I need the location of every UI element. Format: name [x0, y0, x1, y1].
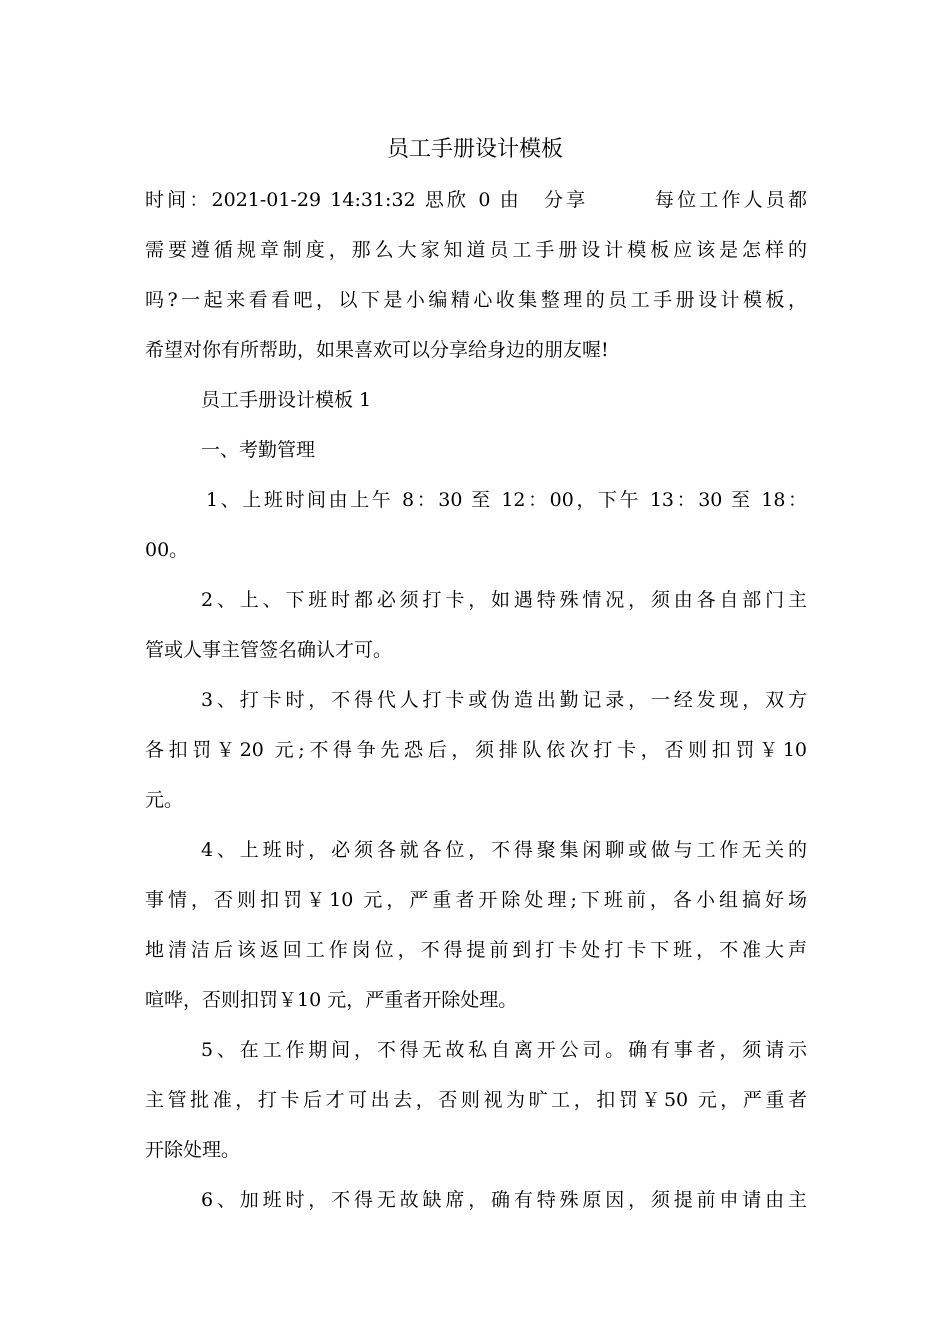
body-line: 1、上班时间由上午 8：30 至 12：00，下午 13：30 至 18： [206, 489, 807, 511]
section-heading: 员工手册设计模板 1 [201, 389, 372, 411]
body-line: 4、上班时，必须各就各位，不得聚集闲聊或做与工作无关的 [201, 839, 807, 861]
body-line: 主管批准，打卡后才可出去，否则视为旷工，扣罚￥50 元，严重者 [145, 1089, 807, 1111]
body-line: 2、上、下班时都必须打卡，如遇特殊情况，须由各自部门主 [201, 589, 807, 611]
body-line: 喧哗，否则扣罚￥10 元，严重者开除处理。 [145, 989, 518, 1011]
body-line: 地清洁后该返回工作岗位，不得提前到打卡处打卡下班，不准大声 [145, 939, 807, 961]
body-line: 时间：2021-01-29 14:31:32 思欣 0 由 分享 每位工作人员都 [145, 189, 807, 211]
body-line: 需要遵循规章制度，那么大家知道员工手册设计模板应该是怎样的 [145, 239, 807, 261]
body-line: 希望对你有所帮助，如果喜欢可以分享给身边的朋友喔! [145, 339, 609, 361]
body-line: 3、打卡时，不得代人打卡或伪造出勤记录，一经发现，双方 [201, 689, 807, 711]
body-line: 5、在工作期间，不得无故私自离开公司。确有事者，须请示 [201, 1039, 807, 1061]
body-line: 开除处理。 [145, 1139, 241, 1161]
document-title: 员工手册设计模板 [386, 137, 563, 162]
body-line: 吗?一起来看看吧，以下是小编精心收集整理的员工手册设计模板， [145, 289, 807, 311]
body-line: 6、加班时，不得无故缺席，确有特殊原因，须提前申请由主 [201, 1189, 807, 1211]
body-line: 00。 [145, 539, 189, 561]
body-line: 各扣罚￥20 元;不得争先恐后，须排队依次打卡，否则扣罚￥10 [145, 739, 807, 761]
body-line: 元。 [145, 789, 184, 811]
body-line: 事情，否则扣罚￥10 元，严重者开除处理;下班前，各小组搞好场 [145, 889, 807, 911]
body-line: 管或人事主管签名确认才可。 [145, 639, 393, 661]
section-heading: 一、考勤管理 [201, 439, 316, 461]
